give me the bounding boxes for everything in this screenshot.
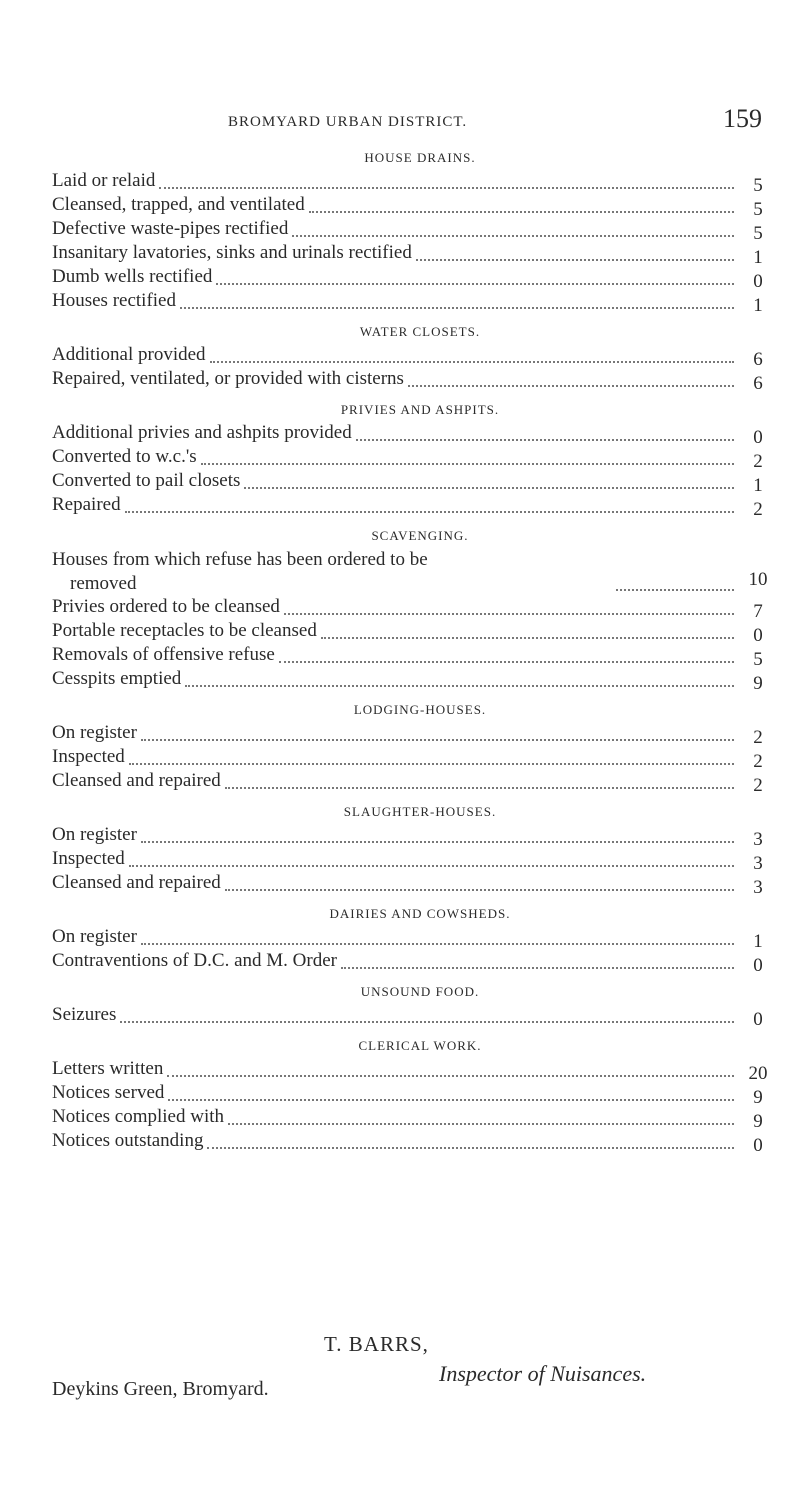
row-label: Repaired xyxy=(52,494,121,515)
section-title: SCAVENGING. xyxy=(371,528,469,543)
dot-leader xyxy=(125,489,734,513)
section-title: SLAUGHTER-HOUSES. xyxy=(343,804,497,819)
row-label: Cleansed, trapped, and ventilated xyxy=(52,194,305,215)
row-value: 2 xyxy=(753,499,763,520)
row-value: 6 xyxy=(753,349,763,370)
row-value: 0 xyxy=(753,427,763,448)
dot-leader xyxy=(129,741,734,765)
row-value: 5 xyxy=(753,199,763,220)
row-value: 6 xyxy=(753,373,763,394)
row-value: 7 xyxy=(753,601,763,622)
row-value: 5 xyxy=(753,175,763,196)
row-label: Defective waste-pipes rectified xyxy=(52,218,289,239)
row-label: On register xyxy=(52,722,137,743)
row-label: Inspected xyxy=(52,848,125,869)
table-row xyxy=(52,548,778,596)
table-row xyxy=(52,668,778,692)
dot-leader xyxy=(408,363,734,387)
row-label: Converted to pail closets xyxy=(52,470,241,491)
row-label: Seizures xyxy=(52,1004,117,1025)
row-value: 2 xyxy=(753,751,763,772)
row-label: Dumb wells rectified xyxy=(52,266,213,287)
running-head: BROMYARD URBAN DISTRICT. xyxy=(228,114,468,130)
dot-leader xyxy=(309,189,734,213)
row-label: Notices outstanding xyxy=(52,1130,204,1151)
row-label: Converted to w.c.'s xyxy=(52,446,197,467)
section-title: DAIRIES AND COWSHEDS. xyxy=(329,906,511,921)
row-label: On register xyxy=(52,926,137,947)
dot-leader xyxy=(292,213,734,237)
row-label: Laid or relaid xyxy=(52,170,156,191)
dot-leader xyxy=(416,237,734,261)
inspector-title: Inspector of Nuisances. xyxy=(439,1361,647,1386)
dot-leader xyxy=(210,339,734,363)
row-value: 3 xyxy=(753,829,763,850)
table-row xyxy=(52,1130,778,1154)
row-value: 0 xyxy=(753,271,763,292)
report-body xyxy=(52,140,778,1154)
row-label: Removals of offensive refuse xyxy=(52,644,275,665)
row-label: Portable receptacles to be cleansed xyxy=(52,620,317,641)
dot-leader xyxy=(279,639,734,663)
section-title: UNSOUND FOOD. xyxy=(360,984,480,999)
page-header xyxy=(0,100,801,140)
dot-leader xyxy=(129,843,734,867)
row-value: 10 xyxy=(748,569,768,590)
row-value: 0 xyxy=(753,1009,763,1030)
section-title: HOUSE DRAINS. xyxy=(364,150,476,165)
row-label: Notices served xyxy=(52,1082,165,1103)
row-label: Additional provided xyxy=(52,344,206,365)
dot-leader xyxy=(225,765,734,789)
section-title: CLERICAL WORK. xyxy=(358,1038,482,1053)
row-value: 1 xyxy=(753,247,763,268)
row-label: Inspected xyxy=(52,746,125,767)
row-value: 5 xyxy=(753,223,763,244)
table-row xyxy=(52,368,778,392)
row-label: Cleansed and repaired xyxy=(52,872,221,893)
row-value: 3 xyxy=(753,877,763,898)
dot-leader xyxy=(216,261,734,285)
row-label: Letters written xyxy=(52,1058,164,1079)
table-row xyxy=(52,290,778,314)
row-value: 20 xyxy=(748,1063,768,1084)
page-number: 159 xyxy=(723,104,762,133)
address: Deykins Green, Bromyard. xyxy=(52,1378,269,1400)
dot-leader xyxy=(159,165,734,189)
dot-leader xyxy=(225,867,734,891)
row-label: Insanitary lavatories, sinks and urinals rectified xyxy=(52,242,412,263)
dot-leader xyxy=(228,1101,734,1125)
row-label: On register xyxy=(52,824,137,845)
table-row xyxy=(52,950,778,974)
dot-leader xyxy=(616,567,734,591)
dot-leader xyxy=(168,1077,734,1101)
row-value: 3 xyxy=(753,853,763,874)
row-value: 9 xyxy=(753,1087,763,1108)
row-value: 1 xyxy=(753,475,763,496)
dot-leader xyxy=(141,921,734,945)
dot-leader xyxy=(284,591,734,615)
section-title: WATER CLOSETS. xyxy=(359,324,481,339)
dot-leader xyxy=(185,663,734,687)
row-value: 2 xyxy=(753,775,763,796)
table-row xyxy=(52,770,778,794)
row-label-cont: removed xyxy=(70,573,137,594)
table-row xyxy=(52,1004,778,1028)
row-value: 2 xyxy=(753,727,763,748)
row-value: 9 xyxy=(753,1111,763,1132)
row-value: 0 xyxy=(753,955,763,976)
dot-leader xyxy=(120,999,734,1023)
row-label: Cleansed and repaired xyxy=(52,770,221,791)
row-value: 5 xyxy=(753,649,763,670)
dot-leader xyxy=(167,1053,734,1077)
dot-leader xyxy=(180,285,734,309)
row-value: 1 xyxy=(753,295,763,316)
dot-leader xyxy=(141,819,734,843)
row-label-line: Houses from which refuse has been ordered to be xyxy=(52,549,428,570)
row-value: 1 xyxy=(753,931,763,952)
row-value: 0 xyxy=(753,625,763,646)
row-label: Privies ordered to be cleansed xyxy=(52,596,280,617)
dot-leader xyxy=(207,1125,734,1149)
row-label: Houses rectified xyxy=(52,290,176,311)
inspector-name: T. BARRS, xyxy=(324,1332,429,1356)
row-label: Contraventions of D.C. and M. Order xyxy=(52,950,337,971)
table-row xyxy=(52,494,778,518)
row-value: 0 xyxy=(753,1135,763,1156)
section-title: PRIVIES AND ASHPITS. xyxy=(340,402,500,417)
dot-leader xyxy=(141,717,734,741)
dot-leader xyxy=(341,945,734,969)
dot-leader xyxy=(244,465,734,489)
row-label: Additional privies and ashpits provided xyxy=(52,422,352,443)
dot-leader xyxy=(201,441,734,465)
row-value: 2 xyxy=(753,451,763,472)
section-title: LODGING-HOUSES. xyxy=(353,702,487,717)
row-label: Notices complied with xyxy=(52,1106,225,1127)
table-row xyxy=(52,872,778,896)
row-label: Cesspits emptied xyxy=(52,668,182,689)
dot-leader xyxy=(356,417,734,441)
row-label xyxy=(52,548,612,596)
row-label: Repaired, ventilated, or provided with cisterns xyxy=(52,368,404,389)
dot-leader xyxy=(321,615,734,639)
row-value: 9 xyxy=(753,673,763,694)
